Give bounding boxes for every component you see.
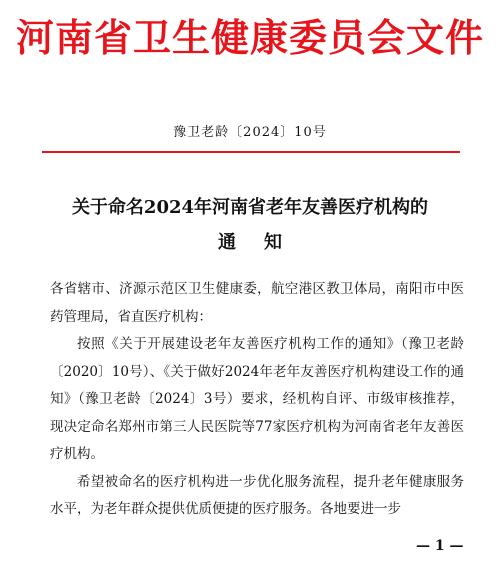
masthead-title: 河南省卫生健康委员会文件 <box>15 15 484 60</box>
notice-title-line2: 通知 <box>218 232 310 253</box>
red-divider <box>42 151 460 153</box>
notice-body <box>50 276 464 524</box>
body-paragraph-1: 按照《关于开展建设老年友善医疗机构工作的通知》（豫卫老龄〔2020〕10号）、《关于做好2024年老年友善医疗机构建设工作的通知》（豫卫老龄〔2024〕3号）要求，经机构自评、市级审核推荐，现决定命名郑州市第三人民医院等77家医疗机构为河南省老年友善医疗机构。 <box>50 336 464 462</box>
body-paragraph-2: 希望被命名的医疗机构进一步优化服务流程，提升老年健康服务水平，为老年群众提供优质便捷的医疗服务。各地要进一步 <box>50 473 464 517</box>
document-number: 豫卫老龄〔2024〕10号 <box>173 125 327 140</box>
notice-title-line1: 关于命名2024年河南省老年友善医疗机构的 <box>71 197 429 218</box>
page-number: — 1 — <box>416 538 464 554</box>
salutation: 各省辖市、济源示范区卫生健康委，航空港区教卫体局，南阳市中医药管理局，省直医疗机构： <box>50 281 464 325</box>
